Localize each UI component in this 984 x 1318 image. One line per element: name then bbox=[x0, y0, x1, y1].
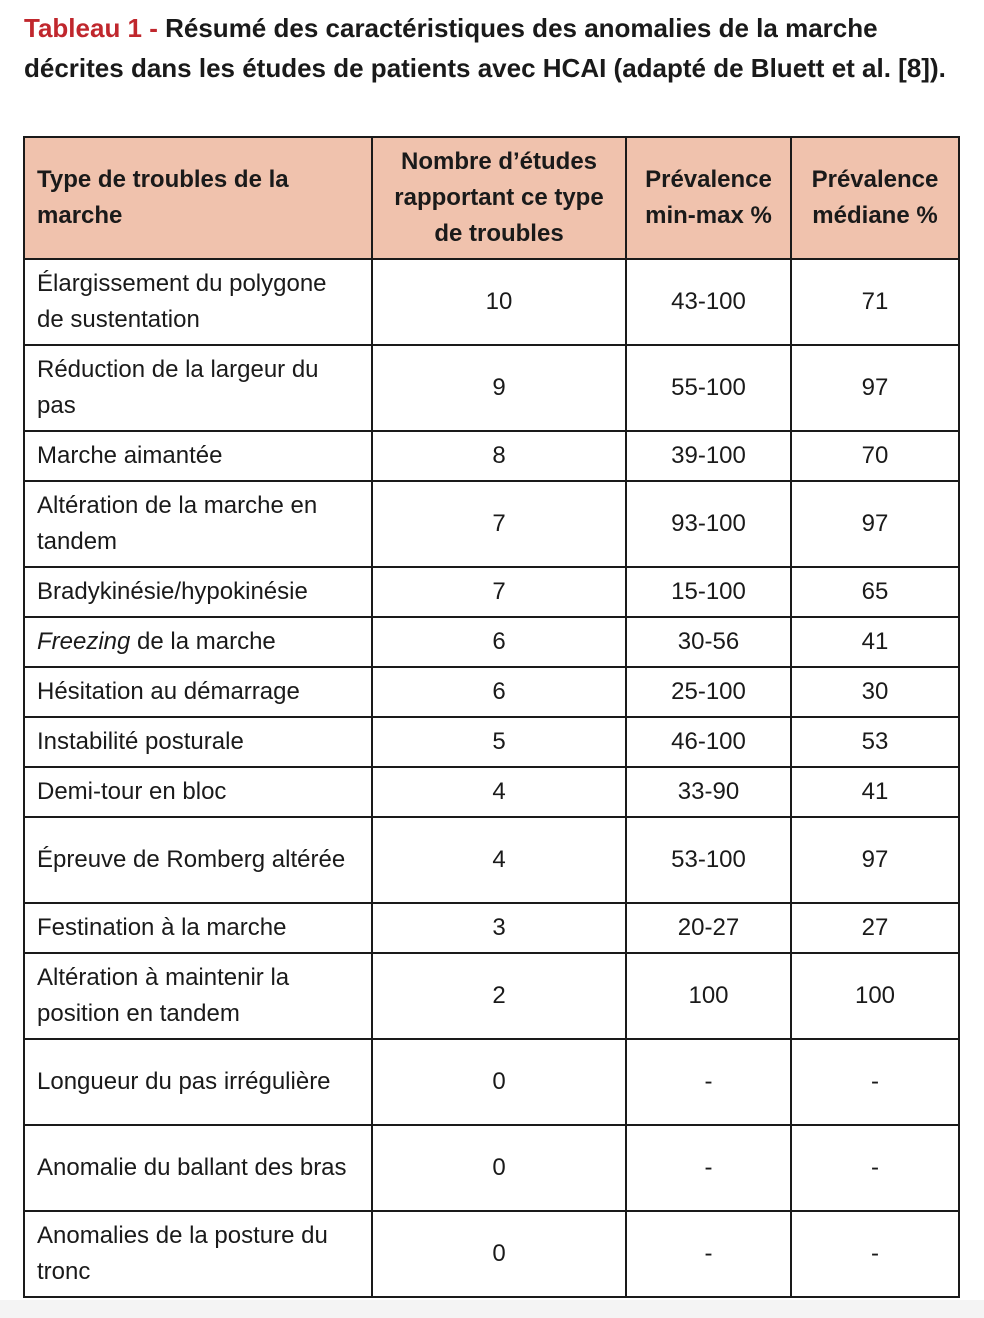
cell-type-text: Bradykinésie/hypokinésie bbox=[37, 578, 308, 605]
cell-studies: 6 bbox=[372, 617, 626, 667]
table-caption bbox=[24, 8, 954, 88]
cell-studies: 0 bbox=[372, 1039, 626, 1125]
cell-type bbox=[24, 667, 372, 717]
cell-prevalence-minmax: - bbox=[626, 1039, 791, 1125]
cell-studies: 0 bbox=[372, 1125, 626, 1211]
cell-type bbox=[24, 767, 372, 817]
cell-type-text: Longueur du pas irrégulière bbox=[37, 1068, 331, 1095]
cell-studies: 5 bbox=[372, 717, 626, 767]
cell-type-text: de la marche bbox=[130, 628, 276, 655]
cell-studies: 7 bbox=[372, 481, 626, 567]
cell-type bbox=[24, 259, 372, 345]
header-prevalence-median: Prévalence médiane % bbox=[791, 137, 959, 259]
table-row bbox=[24, 903, 959, 953]
cell-prevalence-median: 41 bbox=[791, 767, 959, 817]
cell-studies: 6 bbox=[372, 667, 626, 717]
header-studies: Nombre d’études rapportant ce type de troubles bbox=[372, 137, 626, 259]
cell-type-text: Demi-tour en bloc bbox=[37, 778, 227, 805]
table-row bbox=[24, 431, 959, 481]
cell-prevalence-median: - bbox=[791, 1039, 959, 1125]
cell-type bbox=[24, 953, 372, 1039]
table-row bbox=[24, 1125, 959, 1211]
cell-prevalence-median: 97 bbox=[791, 345, 959, 431]
gait-anomalies-table bbox=[23, 136, 960, 1298]
cell-type bbox=[24, 431, 372, 481]
table-row bbox=[24, 767, 959, 817]
cell-prevalence-minmax: 20-27 bbox=[626, 903, 791, 953]
table-row bbox=[24, 953, 959, 1039]
cell-type bbox=[24, 567, 372, 617]
cell-type bbox=[24, 1125, 372, 1211]
table-row bbox=[24, 1039, 959, 1125]
cell-type-text: Altération de la marche en tandem bbox=[37, 492, 318, 555]
cell-studies: 9 bbox=[372, 345, 626, 431]
cell-type bbox=[24, 817, 372, 903]
cell-type-text: Élargissement du polygone de sustentation bbox=[37, 270, 327, 333]
cell-type-text: Anomalie du ballant des bras bbox=[37, 1154, 347, 1181]
cell-studies: 0 bbox=[372, 1211, 626, 1297]
cell-type-text: Hésitation au démarrage bbox=[37, 678, 300, 705]
cell-prevalence-minmax: 100 bbox=[626, 953, 791, 1039]
cell-type bbox=[24, 345, 372, 431]
cell-type-text: Épreuve de Romberg altérée bbox=[37, 846, 346, 873]
cell-type bbox=[24, 1039, 372, 1125]
cell-studies: 8 bbox=[372, 431, 626, 481]
cell-prevalence-minmax: 46-100 bbox=[626, 717, 791, 767]
cell-type-italic-prefix: Freezing bbox=[37, 628, 131, 655]
table-row bbox=[24, 717, 959, 767]
header-type: Type de troubles de la marche bbox=[24, 137, 372, 259]
cell-prevalence-median: 97 bbox=[791, 817, 959, 903]
cell-prevalence-minmax: 30-56 bbox=[626, 617, 791, 667]
cell-prevalence-median: 30 bbox=[791, 667, 959, 717]
cell-type bbox=[24, 481, 372, 567]
cell-prevalence-median: - bbox=[791, 1211, 959, 1297]
table-row bbox=[24, 345, 959, 431]
cell-studies: 7 bbox=[372, 567, 626, 617]
cell-prevalence-minmax: 53-100 bbox=[626, 817, 791, 903]
cell-prevalence-median: 27 bbox=[791, 903, 959, 953]
cell-type-text: Anomalies de la posture du tronc bbox=[37, 1222, 328, 1285]
cell-prevalence-median: 53 bbox=[791, 717, 959, 767]
cell-type-text: Instabilité posturale bbox=[37, 728, 244, 755]
table-row bbox=[24, 259, 959, 345]
table-caption-label: Tableau 1 - bbox=[24, 13, 158, 43]
cell-studies: 10 bbox=[372, 259, 626, 345]
cell-prevalence-minmax: 39-100 bbox=[626, 431, 791, 481]
header-row bbox=[24, 137, 959, 259]
table-row bbox=[24, 1211, 959, 1297]
cell-prevalence-minmax: 55-100 bbox=[626, 345, 791, 431]
cell-studies: 2 bbox=[372, 953, 626, 1039]
cell-studies: 3 bbox=[372, 903, 626, 953]
cell-type-text: Altération à maintenir la position en tandem bbox=[37, 964, 290, 1027]
header-prevalence-minmax: Prévalence min-max % bbox=[626, 137, 791, 259]
table-row bbox=[24, 567, 959, 617]
cell-prevalence-minmax: 43-100 bbox=[626, 259, 791, 345]
cell-prevalence-minmax: - bbox=[626, 1125, 791, 1211]
cell-prevalence-minmax: 25-100 bbox=[626, 667, 791, 717]
cell-type bbox=[24, 1211, 372, 1297]
cell-prevalence-median: 41 bbox=[791, 617, 959, 667]
cell-prevalence-median: 100 bbox=[791, 953, 959, 1039]
page-bottom-band bbox=[0, 1300, 984, 1318]
cell-prevalence-median: 71 bbox=[791, 259, 959, 345]
table-row bbox=[24, 481, 959, 567]
table-caption-text: Résumé des caractéristiques des anomalies de la marche décrites dans les études de patients avec HCAI (adapté de Bluett et al. [8]). bbox=[24, 13, 946, 83]
cell-type-text: Marche aimantée bbox=[37, 442, 223, 469]
table-row bbox=[24, 617, 959, 667]
cell-prevalence-minmax: - bbox=[626, 1211, 791, 1297]
cell-prevalence-median: 70 bbox=[791, 431, 959, 481]
cell-type-text: Réduction de la largeur du pas bbox=[37, 356, 319, 419]
cell-type bbox=[24, 617, 372, 667]
cell-studies: 4 bbox=[372, 767, 626, 817]
cell-studies: 4 bbox=[372, 817, 626, 903]
cell-prevalence-minmax: 33-90 bbox=[626, 767, 791, 817]
table-row bbox=[24, 817, 959, 903]
cell-prevalence-median: 65 bbox=[791, 567, 959, 617]
cell-type bbox=[24, 717, 372, 767]
table-header bbox=[24, 137, 959, 259]
cell-prevalence-minmax: 15-100 bbox=[626, 567, 791, 617]
cell-type-text: Festination à la marche bbox=[37, 914, 287, 941]
cell-prevalence-median: - bbox=[791, 1125, 959, 1211]
cell-prevalence-minmax: 93-100 bbox=[626, 481, 791, 567]
table-body bbox=[24, 259, 959, 1297]
cell-type bbox=[24, 903, 372, 953]
table-row bbox=[24, 667, 959, 717]
cell-prevalence-median: 97 bbox=[791, 481, 959, 567]
